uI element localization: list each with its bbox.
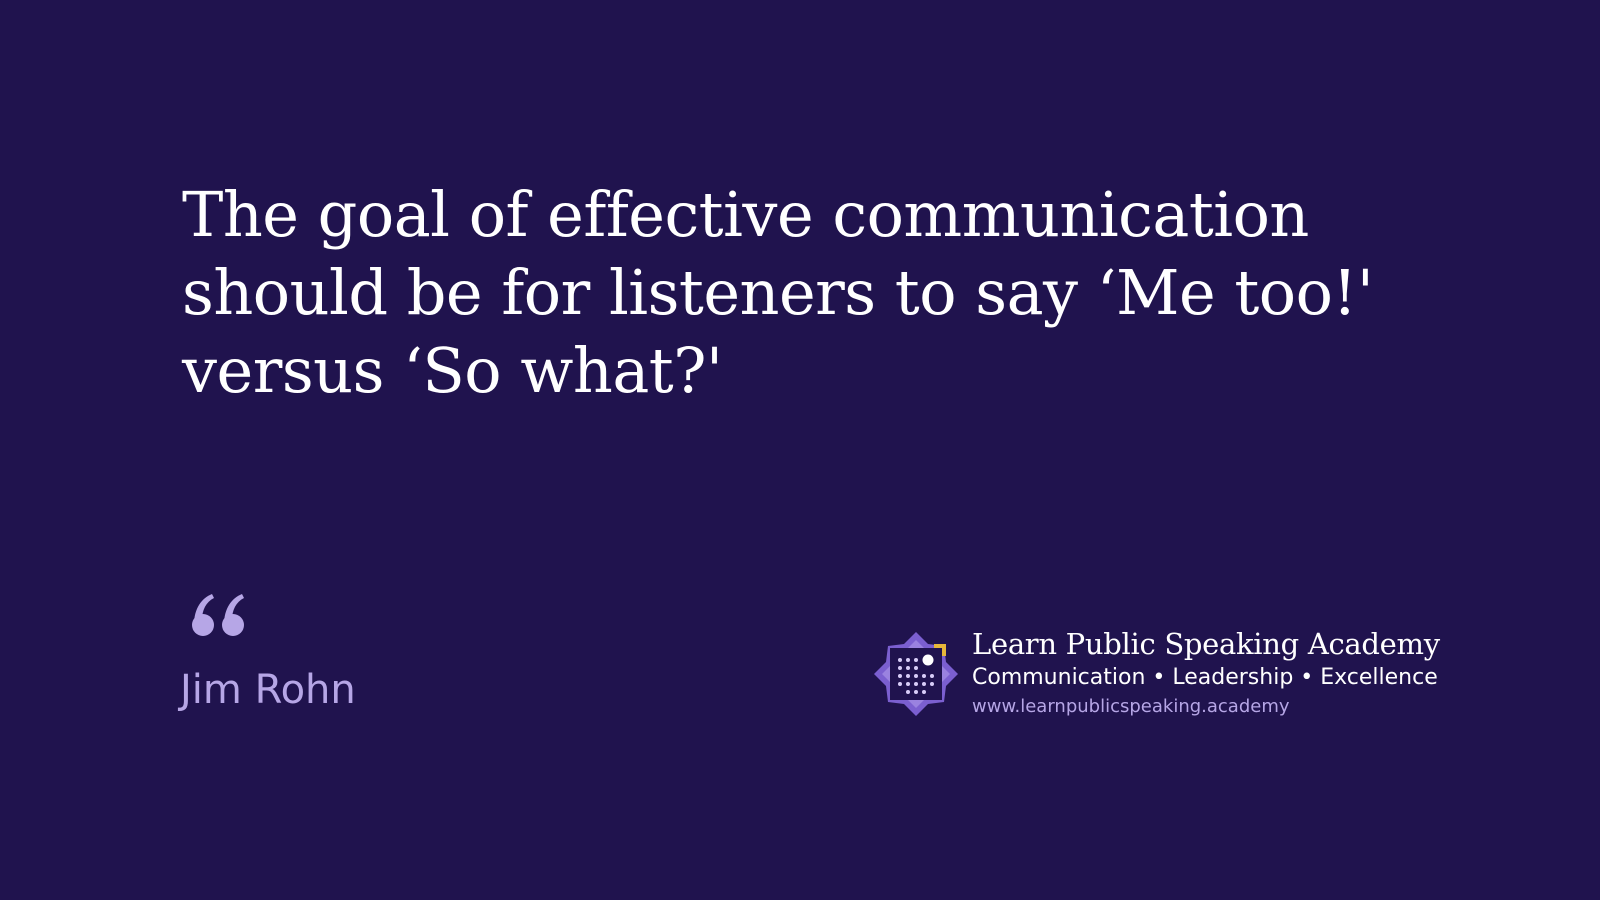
brand-url: www.learnpublicspeaking.academy	[972, 696, 1290, 717]
brand-name: Learn Public Speaking Academy	[972, 627, 1440, 661]
author-name: Jim Rohn	[180, 667, 356, 713]
quote-line-2: should be for listeners to say ‘Me too!'	[182, 256, 1374, 329]
quote-text	[182, 176, 1382, 410]
quote-mark-icon	[190, 592, 248, 640]
academy-logo-icon	[872, 630, 960, 718]
brand-tagline: Communication • Leadership • Excellence	[972, 665, 1438, 690]
quote-line-3: versus ‘So what?'	[182, 334, 723, 407]
quote-line-1: The goal of effective communication	[182, 178, 1309, 251]
brand-text	[972, 626, 1440, 720]
